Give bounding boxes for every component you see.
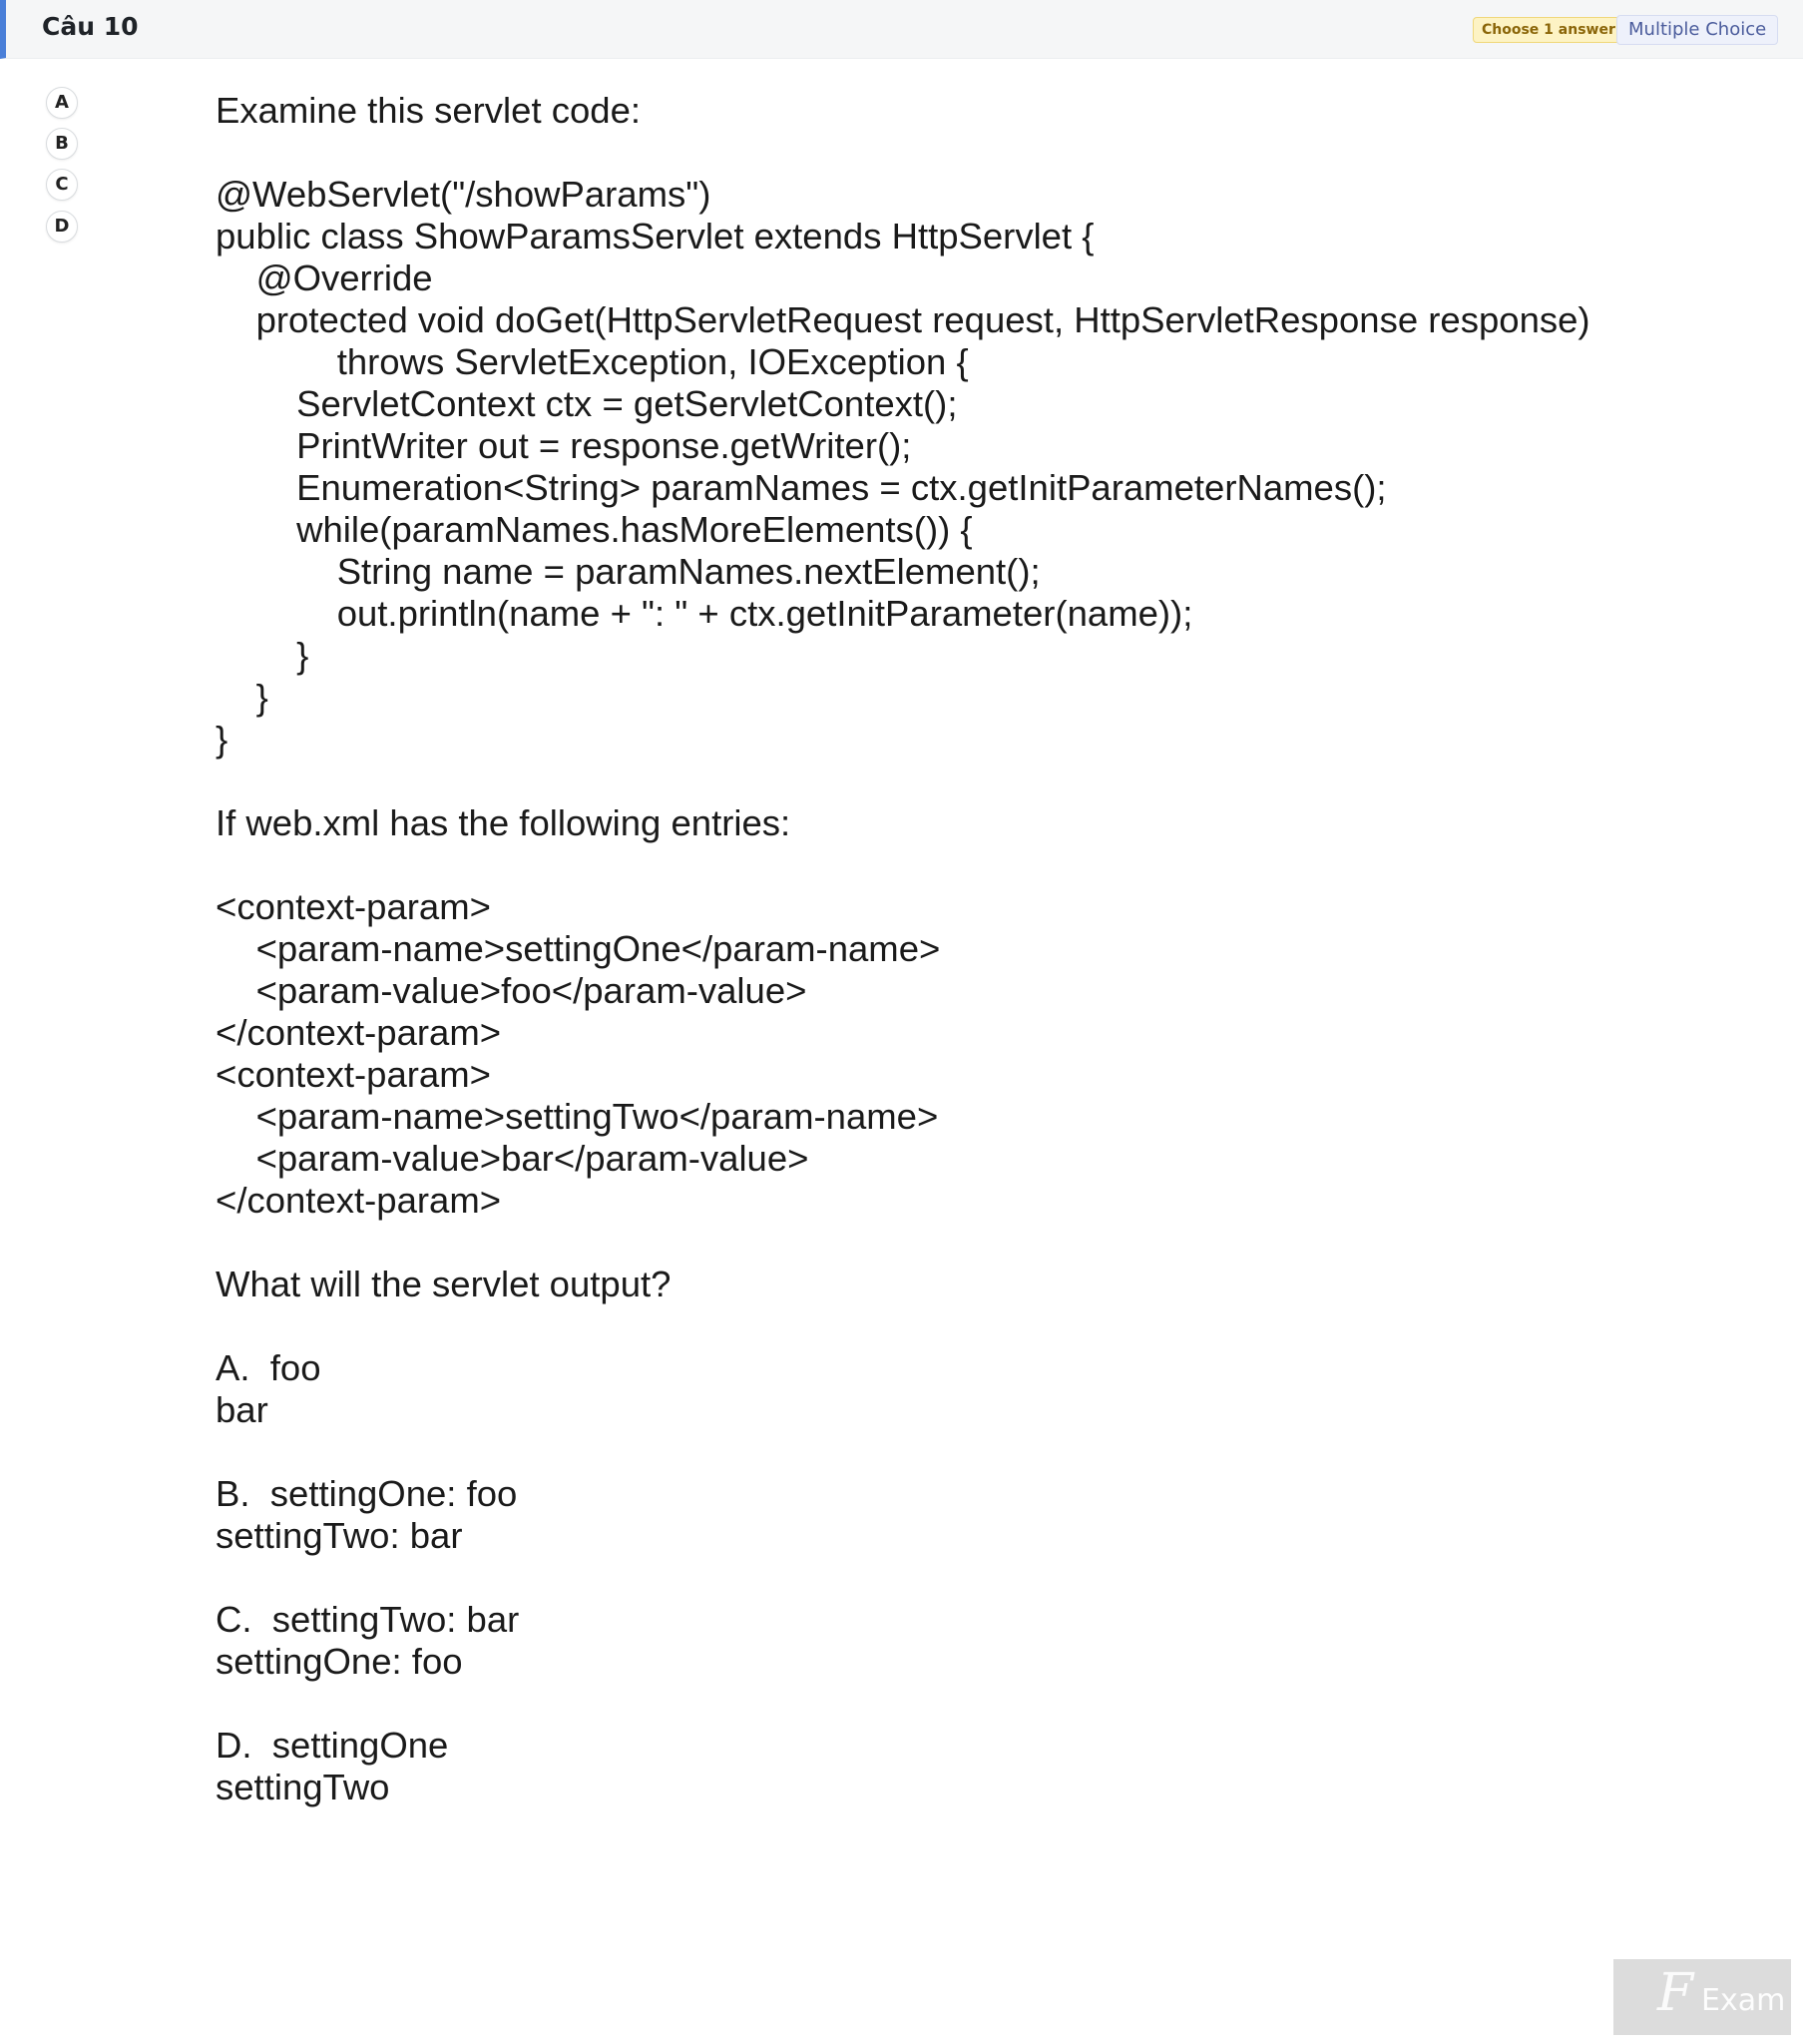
question-line: <param-name>settingTwo</param-name> (216, 1096, 939, 1137)
watermark-logo (1613, 1959, 1791, 2035)
option-a-button[interactable]: A (46, 87, 78, 119)
option-d-button[interactable]: D (46, 211, 78, 243)
question-line: </context-param> (216, 1012, 502, 1053)
question-line: @WebServlet("/showParams") (216, 174, 711, 215)
question-line: settingTwo: bar (216, 1515, 463, 1556)
question-line: } (216, 635, 309, 676)
question-line (216, 132, 1772, 174)
question-line: B. settingOne: foo (216, 1473, 518, 1514)
question-line (216, 1305, 1772, 1347)
question-line: <context-param> (216, 1054, 491, 1095)
question-line: } (216, 719, 228, 760)
question-line: ServletContext ctx = getServletContext(); (216, 383, 958, 424)
question-line: Enumeration<String> paramNames = ctx.getInitParameterNames(); (216, 467, 1387, 508)
question-line: D. settingOne (216, 1725, 449, 1766)
question-line: A. foo (216, 1347, 321, 1388)
question-line: String name = paramNames.nextElement(); (216, 551, 1041, 592)
question-line: bar (216, 1389, 268, 1430)
question-line (216, 844, 1772, 886)
question-line: settingTwo (216, 1767, 390, 1807)
question-line: while(paramNames.hasMoreElements()) { (216, 509, 973, 550)
question-title: Câu 10 (42, 12, 139, 41)
question-line (216, 1557, 1772, 1599)
option-b-button[interactable]: B (46, 128, 78, 160)
question-line: Examine this servlet code: (216, 90, 642, 131)
question-line (216, 1683, 1772, 1725)
question-line (216, 1431, 1772, 1473)
question-line: What will the servlet output? (216, 1264, 672, 1304)
question-line: C. settingTwo: bar (216, 1599, 520, 1640)
question-line (216, 1222, 1772, 1264)
choose-count-badge: Choose 1 answer (1473, 17, 1624, 43)
question-line: protected void doGet(HttpServletRequest request, HttpServletResponse response) (216, 299, 1590, 340)
question-line: <param-value>bar</param-value> (216, 1138, 809, 1179)
question-line: throws ServletException, IOException { (216, 341, 969, 382)
question-line: <context-param> (216, 886, 491, 927)
option-c-button[interactable]: C (46, 169, 78, 201)
question-line: </context-param> (216, 1180, 502, 1221)
question-line: PrintWriter out = response.getWriter(); (216, 425, 912, 466)
question-line: <param-name>settingOne</param-name> (216, 928, 941, 969)
question-line: } (216, 677, 268, 718)
question-line: @Override (216, 257, 433, 298)
watermark-letter: F (1657, 1963, 1694, 2023)
question-header (0, 0, 1803, 59)
question-type-badge: Multiple Choice (1616, 15, 1778, 45)
question-line: public class ShowParamsServlet extends HttpServlet { (216, 216, 1095, 256)
question-line (216, 761, 1772, 802)
question-line: <param-value>foo</param-value> (216, 970, 807, 1011)
question-line: If web.xml has the following entries: (216, 802, 791, 843)
question-line: settingOne: foo (216, 1641, 463, 1682)
question-body (216, 90, 1772, 1808)
question-line: out.println(name + ": " + ctx.getInitParameter(name)); (216, 593, 1193, 634)
watermark-text: Exam (1701, 1983, 1786, 2018)
